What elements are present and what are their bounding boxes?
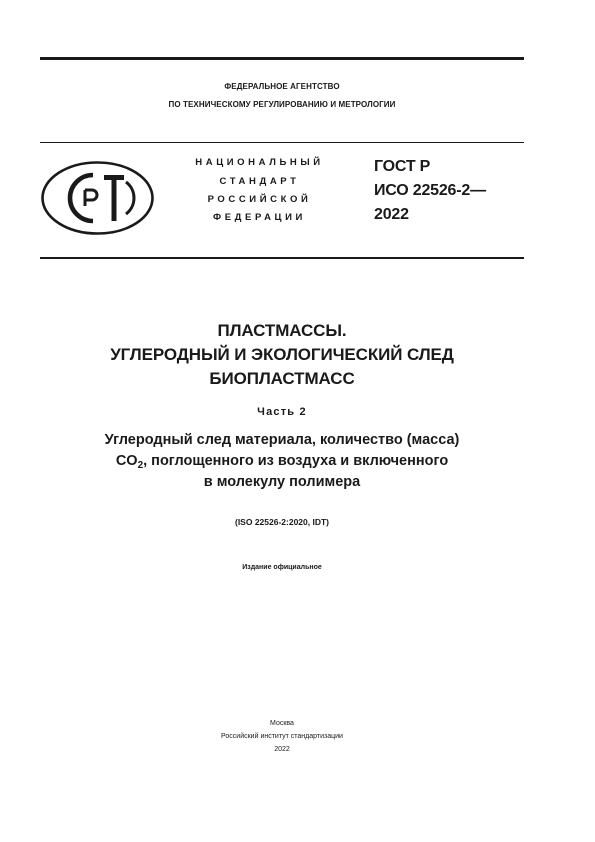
designation-line2: ИСО 22526-2— xyxy=(374,182,486,199)
rst-emblem-icon xyxy=(40,160,155,236)
subtitle-line3: в молекулу полимера xyxy=(203,474,361,490)
standard-type-line4: ФЕДЕРАЦИИ xyxy=(213,212,306,223)
document-title-line2: УГЛЕРОДНЫЙ И ЭКОЛОГИЧЕСКИЙ СЛЕД xyxy=(110,345,454,364)
standard-type-line1: НАЦИОНАЛЬНЫЙ xyxy=(195,157,324,168)
middle-rule xyxy=(40,142,524,143)
document-title-line3: БИОПЛАСТМАСС xyxy=(209,369,355,388)
agency-name-line1: ФЕДЕРАЛЬНОЕ АГЕНТСТВО xyxy=(224,82,340,91)
document-title-line1: ПЛАСТМАССЫ. xyxy=(217,321,347,340)
subtitle-line1: Углеродный след материала, количество (масса) xyxy=(104,432,460,448)
subtitle-line2 xyxy=(40,453,524,469)
top-rule xyxy=(40,57,524,60)
bottom-rule xyxy=(40,257,524,259)
designation-line1: ГОСТ Р xyxy=(374,158,431,175)
imprint-publisher: Российский институт стандартизации xyxy=(221,733,343,740)
agency-name-line2: ПО ТЕХНИЧЕСКОМУ РЕГУЛИРОВАНИЮ И МЕТРОЛОГИИ xyxy=(168,100,396,109)
standard-type-line3: РОССИЙСКОЙ xyxy=(207,194,312,205)
imprint-city: Москва xyxy=(270,720,294,727)
part-label: Часть 2 xyxy=(257,406,307,418)
subtitle-subscript: 2 xyxy=(137,460,144,471)
imprint-year: 2022 xyxy=(274,746,290,753)
subtitle-line2-rest: , поглощенного из воздуха и включенного xyxy=(143,453,449,469)
iso-reference: (ISO 22526-2:2020, IDT) xyxy=(234,517,329,527)
designation-line3: 2022 xyxy=(374,206,409,223)
subtitle-co-symbol: CO xyxy=(115,453,138,469)
standard-type-line2: СТАНДАРТ xyxy=(219,176,300,187)
edition-label: Издание официальное xyxy=(242,564,322,571)
